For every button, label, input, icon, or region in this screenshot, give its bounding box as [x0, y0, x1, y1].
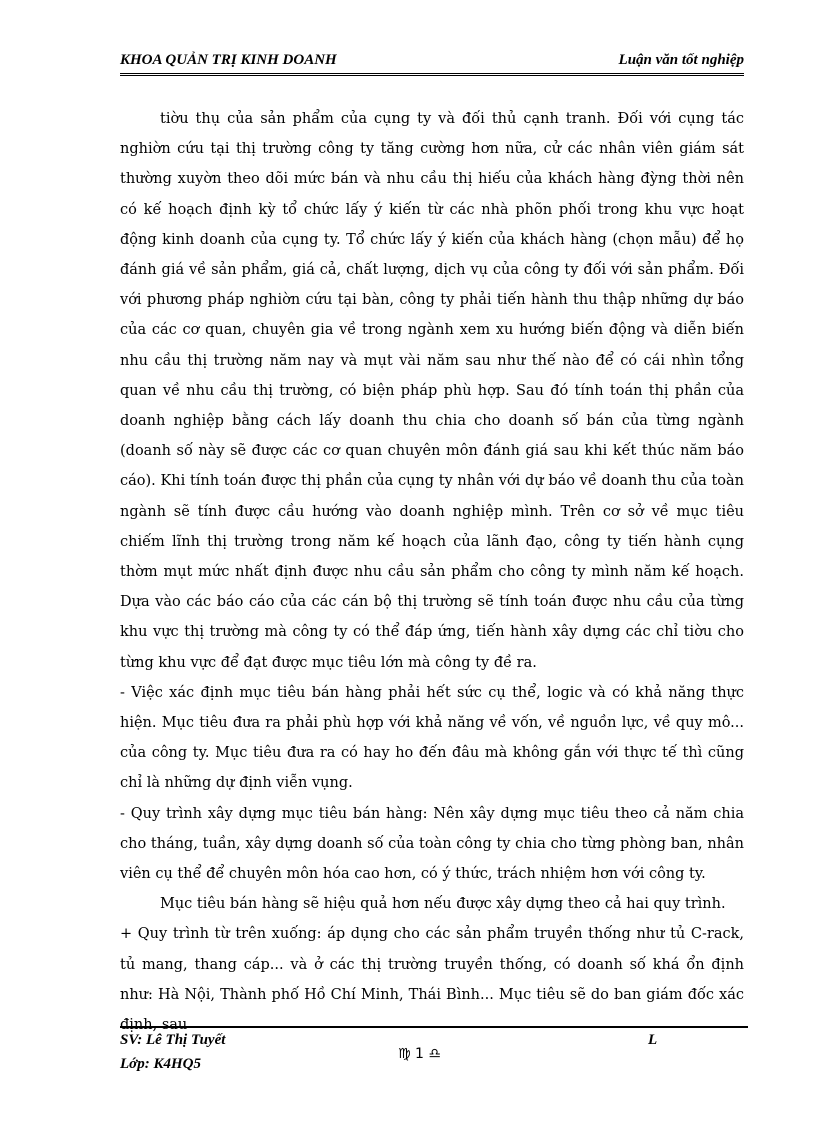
paragraph: + Quy trình từ trên xuống: áp dụng cho các sản phẩm truyền thống như tủ C-rack, tủ mang, thang cáp... và ở các thị trường truyền thống, có doanh số khá ổn định như: Hà Nội, Thành phố Hồ Chí Minh, Thái Bình... Mục tiêu sẽ do ban giám đốc xác định, sau: [120, 926, 744, 1034]
paragraph: tiờu thụ của sản phẩm của cụng ty và đối thủ cạnh tranh. Đối với cụng tác nghiờn cứu tại thị trường công ty tăng cường hơn nữa, cử các nhân viên giám sát thường xuyờn theo dõi mức bán và nhu cầu thị hiếu của khách hàng đỳng thời nên có kế hoạch định kỳ tổ chức lấy ý kiến từ các nhà phõn phối trong khu vực hoạt động kinh doanh của cụng ty. Tổ chức lấy ý kiến của khách hàng (chọn mẫu) để họ đánh giá về sản phẩm, giá cả, chất lượng, dịch vụ của công ty đối với sản phẩm. Đối với phương pháp nghiờn cứu tại bàn, công ty phải tiến hành thu thập những dự báo của các cơ quan, chuyên gia về trong ngành xem xu hướng biến động và diễn biến nhu cầu thị trường năm nay và mụt vài năm sau như thế nào để có cái nhìn tổng quan về nhu cầu thị trường, có biện pháp phù hợp. Sau đó tính toán thị phần của doanh nghiệp bằng cách lấy doanh thu chia cho doanh số bán của từng ngành (doanh số này sẽ được các cơ quan chuyên môn đánh giá sau khi kết thúc năm báo cáo). Khi tính toán được thị phần của cụng ty nhân với dự báo về doanh thu của toàn ngành sẽ tính được cầu hướng vào doanh nghiệp mình. Trên cơ sở về mục tiêu chiếm lĩnh thị trường trong năm kế hoạch của lãnh đạo, công ty tiến hành cụng thờm mụt mức nhất định được nhu cầu sản phẩm cho công ty mình năm kế hoạch. Dựa vào các báo cáo của các cán bộ thị trường sẽ tính toán được nhu cầu của từng khu vực thị trường mà công ty có thể đáp ứng, tiến hành xây dựng các chỉ tiờu cho từng khu vực để đạt được mục tiêu lớn mà công ty đề ra.: [120, 111, 744, 671]
page-header: [120, 49, 744, 76]
document-type: Luận văn tốt nghiệp: [618, 52, 744, 68]
page-number: ♍ 1 ♎: [398, 1046, 441, 1062]
paragraph: Mục tiêu bán hàng sẽ hiệu quả hơn nếu được xây dựng theo cả hai quy trình.: [160, 896, 726, 913]
page-footer: [120, 1026, 748, 1088]
footer-letter: L: [648, 1032, 658, 1048]
student-name: SV: Lê Thị Tuyết: [120, 1032, 226, 1048]
body-text: [120, 104, 744, 1040]
faculty-name: KHOA QUẢN TRỊ KINH DOANH: [120, 52, 337, 68]
paragraph: - Việc xác định mục tiêu bán hàng phải hết sức cụ thể, logic và có khả năng thực hiện. Mục tiêu đưa ra phải phù hợp với khả năng về vốn, về nguồn lực, về quy mô... của công ty. Mục tiêu đưa ra có hay ho đến đâu mà không gắn với thực tế thì cũng chỉ là những dự định viễn vụng.: [120, 684, 744, 792]
paragraph: - Quy trình xây dựng mục tiêu bán hàng: Nên xây dựng mục tiêu theo cả năm chia cho tháng, tuần, xây dựng doanh số của toàn công ty chia cho từng phòng ban, nhân viên cụ thể để chuyên môn hóa cao hơn, có ý thức, trách nhiệm hơn với công ty.: [120, 805, 744, 883]
class-name: Lớp: K4HQ5: [120, 1056, 201, 1072]
